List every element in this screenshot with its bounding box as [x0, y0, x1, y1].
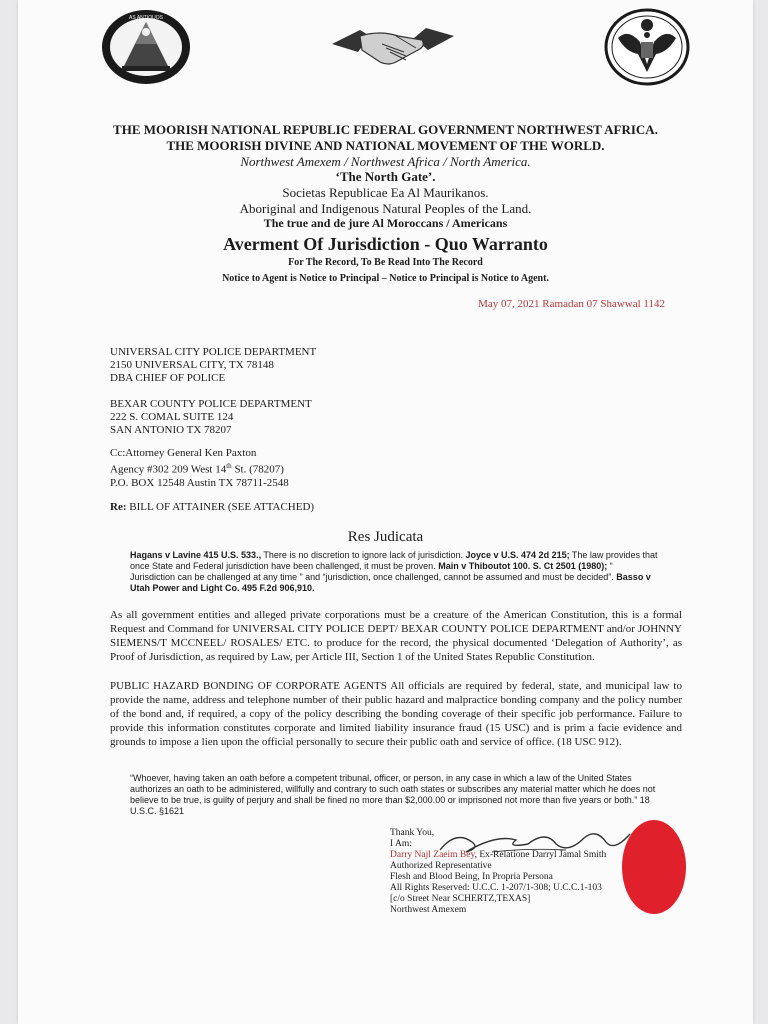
subtitle-1: For The Record, To Be Read Into The Record: [288, 257, 483, 268]
header-line-5: Societas Republicae Ea Al Maurikanos.: [282, 185, 489, 200]
subtitle-2: Notice to Agent is Notice to Principal – Notice to Principal is Notice to Agent.: [222, 273, 549, 284]
header-line-2: THE MOORISH DIVINE AND NATIONAL MOVEMENT OF THE WORLD.: [166, 138, 605, 153]
header-line-3: Northwest Amexem / Northwest Africa / North America.: [240, 154, 531, 169]
addressee-block-1: [110, 346, 316, 385]
thank-you-line: Thank You,: [390, 828, 435, 838]
addressee-line: 222 S. COMAL SUITE 124: [110, 411, 234, 423]
addressee-line: 2150 UNIVERSAL CITY, TX 78148: [110, 359, 274, 371]
signature-line: All Rights Reserved: U.C.C. 1-207/1-308; U.C.C.1-103: [390, 883, 602, 893]
cc-block: [110, 447, 289, 490]
res-judicata-heading: Res Judicata: [347, 529, 424, 545]
addressee-line: UNIVERSAL CITY POLICE DEPARTMENT: [110, 346, 317, 358]
eagle-seal-icon: [604, 8, 690, 86]
signature-block: [390, 828, 606, 916]
addressee-line: SAN ANTONIO TX 78207: [110, 424, 232, 436]
citations-paragraph: Hagans v Lavine 415 U.S. 533., There is no discretion to ignore lack of jurisdiction. Joyce v U.S. 474 2d 215; The law provides that once State and Federal jurisdiction have been challenged, it must be proven. Main v Thiboutot 100. S. Ct 2501 (1980); “ Jurisdiction can be challenged at any time ” and “jurisdiction, once challenged, cannot be assumed and must be decided”. Basso v Utah Power and Light Co. 495 F.2d 906,910.: [130, 550, 658, 593]
header-line-7: The true and de jure Al Moroccans / Americans: [263, 216, 508, 230]
document-date: May 07, 2021 Ramadan 07 Shawwal 1142: [478, 298, 665, 310]
document-title: Averment Of Jurisdiction - Quo Warranto: [223, 234, 548, 254]
re-line: Re: BILL OF ATTAINER (SEE ATTACHED): [110, 501, 315, 513]
signature-line: Authorized Representative: [390, 861, 492, 871]
cc-line-2: Agency #302 209 West 14th St. (78207): [110, 462, 284, 476]
perjury-quote: “Whoever, having taken an oath before a competent tribunal, officer, or person, in any case in which a law of the United States authorizes an oath to be administered, willfully and contrary to such oath states or subscribes any material matter which he does not believe to be true, is guilty of perjury and shall be fined no more than $2,000.00 or imprisoned not more than five years or both.” 18 U.S.C. §1621: [130, 773, 656, 816]
addressee-line: BEXAR COUNTY POLICE DEPARTMENT: [110, 398, 312, 410]
i-am-line: I Am:: [390, 839, 412, 849]
signature-line: Northwest Amexem: [390, 905, 467, 915]
header-line-6: Aboriginal and Indigenous Natural Peoples of the Land.: [239, 201, 532, 216]
signature-line: Flesh and Blood Being, In Propria Persona: [390, 872, 553, 882]
addressee-line: DBA CHIEF OF POLICE: [110, 372, 226, 384]
signatory-name-line: Darry Najl Zaeim Bey, Ex-Relatione Darryl Jamal Smith: [390, 850, 607, 860]
cc-line-3: P.O. BOX 12548 Austin TX 78711-2548: [110, 476, 289, 489]
header-line-4: ‘The North Gate’.: [335, 169, 436, 184]
signature-line: [c/o Street Near SCHERTZ,TEXAS]: [390, 894, 531, 904]
moorish-seal-icon: [100, 8, 192, 86]
seal-inscription: AS ANTIQUOS: [129, 15, 163, 21]
paragraph-delegation: As all government entities and alleged private corporations must be a creature of the American Constitution, this is a formal Request and Command for UNIVERSAL CITY POLICE DEPT/ BEXAR COUNTY POLICE DEPARTMENT and/or JOHNNY SIEMENS/T MCCNEEL/ ROSALES/ ETC. to produce for the record, the physical documented ‘Delegation of Authority’, as Proof of Jurisdiction, as required by Law, per Article III, Section 1 of the United States Republic Constitution.: [110, 609, 682, 663]
addressee-block-2: [110, 398, 312, 437]
document-page: [18, 0, 753, 1024]
cc-line-1: Cc:Attorney General Ken Paxton: [110, 447, 257, 459]
header-line-1: THE MOORISH NATIONAL REPUBLIC FEDERAL GOVERNMENT NORTHWEST AFRICA.: [113, 122, 658, 137]
handshake-icon: [330, 22, 456, 70]
paragraph-bonding: PUBLIC HAZARD BONDING OF CORPORATE AGENTS All officials are required by federal, state, and municipal law to provide the name, address and telephone number of their public hazard and malpractice bonding company and the policy number of the bond and, if required, a copy of the policy describing the bonding coverage of their specific job performance. Failure to provide this information constitutes corporate and limited liability insurance fraud (15 USC) and is prim a facie evidence and grounds to impose a lien upon the official personally to secure their public oath and service of office. (18 USC 912).: [110, 680, 682, 748]
